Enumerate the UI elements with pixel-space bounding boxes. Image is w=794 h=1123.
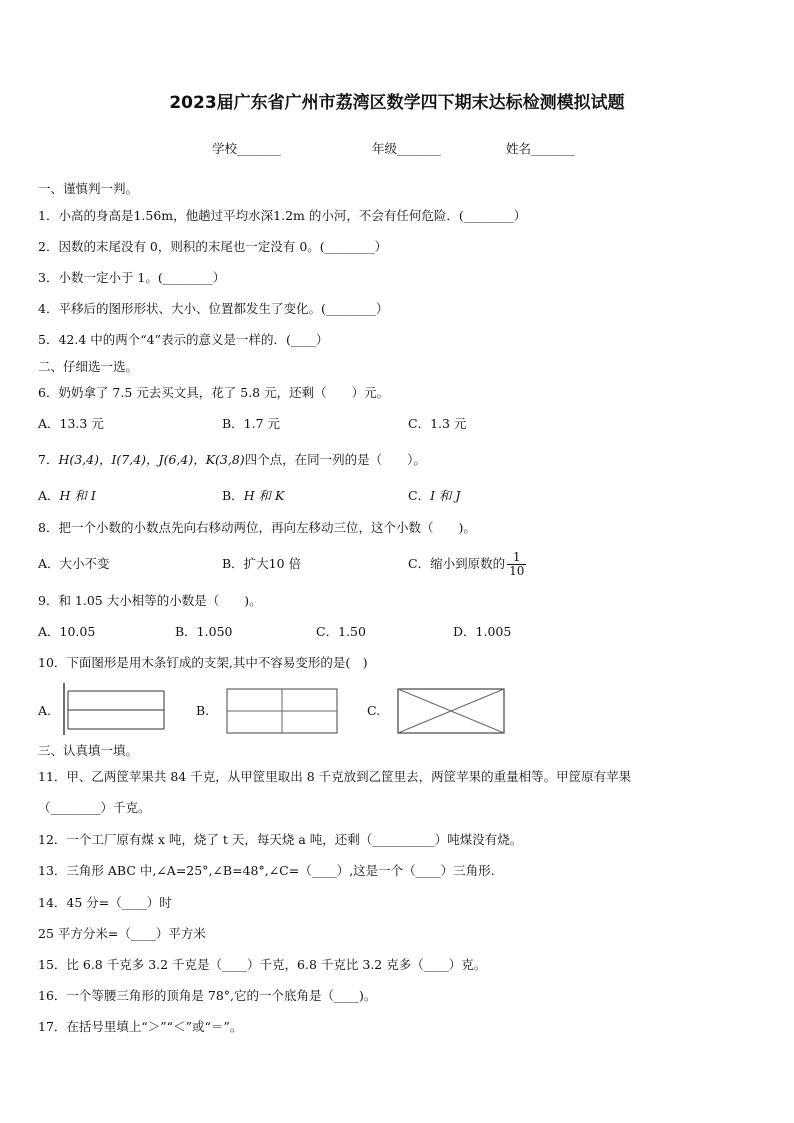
question-11-line-1: 11．甲、乙两筐苹果共 84 千克，从甲筐里取出 8 千克放到乙筐里去，两筐苹果的重量相等。甲筐原有苹果 xyxy=(38,769,632,784)
section-2-heading: 二、仔细选一选。 xyxy=(38,359,139,374)
section-1-heading: 一、谨慎判一判。 xyxy=(38,181,139,196)
option-6b: B．1.7 元 xyxy=(222,416,281,431)
question-8: 8．把一个小数的小数点先向右移动两位，再向左移动三位，这个小数（ )。 xyxy=(38,520,476,535)
option-7b-label: B． xyxy=(222,488,244,503)
option-10b-label: B. xyxy=(196,703,210,718)
question-17: 17．在括号里填上“＞”“＜”或“＝”。 xyxy=(38,1019,243,1034)
option-8c-text: C．缩小到原数的 xyxy=(408,556,506,571)
question-6: 6．奶奶拿了 7.5 元去买文具，花了 5.8 元，还剩（ ）元。 xyxy=(38,385,390,400)
question-15: 15．比 6.8 千克多 3.2 千克是（____）千克，6.8 千克比 3.2 克多（____）克。 xyxy=(38,957,487,972)
question-7 xyxy=(38,452,426,468)
option-7a xyxy=(38,488,96,504)
option-7c xyxy=(408,488,460,504)
option-9d: D．1.005 xyxy=(453,624,512,639)
name-field[interactable]: 姓名_______ xyxy=(506,141,575,156)
school-field[interactable]: 学校_______ xyxy=(212,141,281,156)
question-7-number: 7． xyxy=(38,452,59,467)
page-title: 2023届广东省广州市荔湾区数学四下期末达标检测模拟试题 xyxy=(169,93,625,113)
question-7-text: 四个点，在同一列的是（ ）。 xyxy=(244,452,426,467)
question-16: 16．一个等腰三角形的顶角是 78°,它的一个底角是（____)。 xyxy=(38,988,377,1003)
option-9a: A．10.05 xyxy=(38,624,96,639)
option-7a-label: A． xyxy=(38,488,60,503)
frame-b-figure xyxy=(226,688,338,734)
question-2: 2．因数的末尾没有 0，则积的末尾也一定没有 0。(________） xyxy=(38,239,388,254)
option-7c-text: I 和 J xyxy=(430,488,461,503)
frame-c-figure xyxy=(397,688,505,734)
fraction-denominator: 10 xyxy=(509,564,525,578)
option-7b-text: H 和 K xyxy=(243,488,285,503)
question-9: 9．和 1.05 大小相等的小数是（ )。 xyxy=(38,593,262,608)
section-3-heading: 三、认真填一填。 xyxy=(38,743,139,758)
option-7a-text: H 和 I xyxy=(59,488,96,503)
fraction-one-tenth xyxy=(507,551,526,578)
option-7c-label: C． xyxy=(408,488,431,503)
option-9b: B．1.050 xyxy=(175,624,233,639)
question-5: 5．42.4 中的两个“4”表示的意义是一样的．(____） xyxy=(38,332,329,347)
question-12: 12．一个工厂原有煤 x 吨，烧了 t 天，每天烧 a 吨，还剩（__________）吨煤没有烧。 xyxy=(38,832,523,847)
option-9c: C．1.50 xyxy=(316,624,366,639)
frame-a-figure xyxy=(62,683,166,735)
question-10: 10．下面图形是用木条钉成的支架,其中不容易变形的是( ) xyxy=(38,655,368,670)
question-11-line-2: （________）千克。 xyxy=(38,800,151,815)
option-10c-label: C. xyxy=(367,703,381,718)
question-14: 14．45 分=（____）时 xyxy=(38,895,172,910)
option-8b: B．扩大10 倍 xyxy=(222,556,302,571)
option-8a: A．大小不变 xyxy=(38,556,110,571)
option-6c: C．1.3 元 xyxy=(408,416,467,431)
question-7-points: H(3,4)，I(7,4)，J(6,4)，K(3,8) xyxy=(58,452,245,467)
option-10a-label: A. xyxy=(38,703,52,718)
option-8c xyxy=(408,546,526,582)
question-13: 13．三角形 ABC 中,∠A=25°,∠B=48°,∠C=（____）,这是一个（____）三角形. xyxy=(38,863,495,878)
question-3: 3．小数一定小于 1。(________） xyxy=(38,270,226,285)
question-1: 1．小高的身高是1.56m，他趟过平均水深1.2m 的小河，不会有任何危险．(________） xyxy=(38,208,527,223)
question-14-part-2: 25 平方分米=（____）平方米 xyxy=(38,926,206,941)
fraction-numerator: 1 xyxy=(507,551,526,565)
grade-field[interactable]: 年级_______ xyxy=(372,141,441,156)
question-4: 4．平移后的图形形状、大小、位置都发生了变化。(________） xyxy=(38,301,389,316)
option-6a: A．13.3 元 xyxy=(38,416,104,431)
option-7b xyxy=(222,488,284,504)
